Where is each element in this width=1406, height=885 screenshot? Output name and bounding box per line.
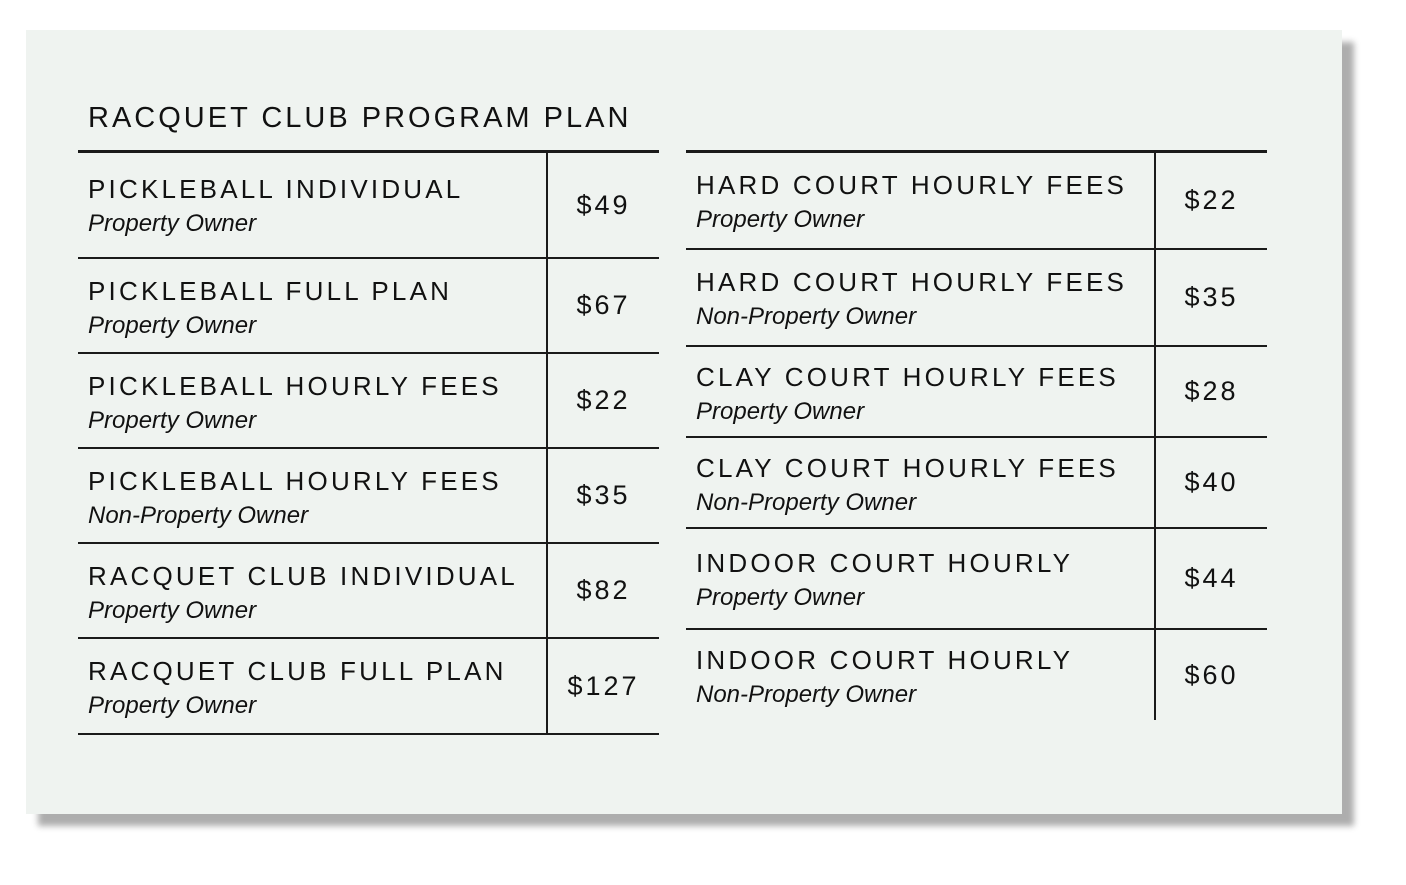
price-card xyxy=(26,30,1342,814)
row-description xyxy=(88,370,539,438)
row-description xyxy=(696,644,1147,712)
plan-name: PICKLEBALL FULL PLAN xyxy=(88,276,453,306)
plan-price: $40 xyxy=(1184,467,1239,497)
plan-owner-type: Property Owner xyxy=(88,312,257,339)
plan-price: $49 xyxy=(576,189,631,220)
plan-name: INDOOR COURT HOURLY xyxy=(696,645,1074,675)
row-description xyxy=(88,465,539,533)
plan-name: HARD COURT HOURLY FEES xyxy=(696,170,1128,200)
plan-owner-type: Non-Property Owner xyxy=(696,681,917,708)
row-description xyxy=(696,547,1147,615)
plan-owner-type: Property Owner xyxy=(696,398,865,425)
plan-name: RACQUET CLUB INDIVIDUAL xyxy=(88,561,518,591)
table-row xyxy=(78,153,659,259)
plan-owner-type: Property Owner xyxy=(88,407,257,434)
plan-owner-type: Property Owner xyxy=(696,584,865,611)
right-price-table xyxy=(686,150,1267,720)
table-row xyxy=(686,153,1267,250)
table-row xyxy=(686,529,1267,630)
table-row xyxy=(78,449,659,544)
price-cell xyxy=(1154,347,1267,436)
price-cell xyxy=(546,354,659,447)
left-price-table xyxy=(78,150,659,735)
table-row xyxy=(78,259,659,354)
plan-name: PICKLEBALL HOURLY FEES xyxy=(88,466,502,496)
plan-price: $35 xyxy=(1184,282,1239,312)
table-row xyxy=(78,354,659,449)
table-row xyxy=(686,347,1267,438)
plan-price: $28 xyxy=(1184,376,1239,406)
row-description xyxy=(88,173,539,241)
price-cell xyxy=(1154,438,1267,527)
row-description xyxy=(696,169,1147,237)
price-cell xyxy=(546,153,659,257)
row-description xyxy=(88,275,539,343)
row-description xyxy=(88,560,539,628)
plan-price: $127 xyxy=(567,670,640,701)
plan-name: PICKLEBALL HOURLY FEES xyxy=(88,371,502,401)
price-cell xyxy=(1154,630,1267,720)
plan-owner-type: Property Owner xyxy=(88,210,257,237)
row-description xyxy=(696,266,1147,334)
row-description xyxy=(88,655,539,723)
table-row xyxy=(78,639,659,735)
plan-owner-type: Property Owner xyxy=(88,597,257,624)
table-row xyxy=(686,438,1267,529)
price-cell xyxy=(546,449,659,542)
table-row xyxy=(686,630,1267,720)
table-row xyxy=(78,544,659,639)
plan-owner-type: Non-Property Owner xyxy=(696,489,917,516)
price-cell xyxy=(1154,153,1267,248)
plan-price: $60 xyxy=(1184,659,1239,690)
price-cell xyxy=(546,639,659,733)
table-row xyxy=(686,250,1267,347)
plan-name: PICKLEBALL INDIVIDUAL xyxy=(88,174,464,204)
plan-price: $22 xyxy=(1184,185,1239,215)
price-cell xyxy=(546,544,659,637)
plan-name: HARD COURT HOURLY FEES xyxy=(696,267,1128,297)
page-title: RACQUET CLUB PROGRAM PLAN xyxy=(88,102,632,134)
plan-owner-type: Non-Property Owner xyxy=(696,303,917,330)
price-cell xyxy=(546,259,659,352)
plan-price: $82 xyxy=(576,575,631,605)
plan-price: $22 xyxy=(576,385,631,415)
plan-price: $44 xyxy=(1184,563,1239,593)
plan-owner-type: Non-Property Owner xyxy=(88,502,309,529)
plan-name: INDOOR COURT HOURLY xyxy=(696,548,1074,578)
plan-owner-type: Property Owner xyxy=(88,692,257,719)
plan-price: $35 xyxy=(576,480,631,510)
plan-name: RACQUET CLUB FULL PLAN xyxy=(88,656,507,686)
row-description xyxy=(696,361,1147,429)
price-cell xyxy=(1154,529,1267,628)
plan-name: CLAY COURT HOURLY FEES xyxy=(696,453,1119,483)
plan-owner-type: Property Owner xyxy=(696,206,865,233)
plan-price: $67 xyxy=(576,290,631,320)
row-description xyxy=(696,452,1147,520)
price-cell xyxy=(1154,250,1267,345)
plan-name: CLAY COURT HOURLY FEES xyxy=(696,362,1119,392)
